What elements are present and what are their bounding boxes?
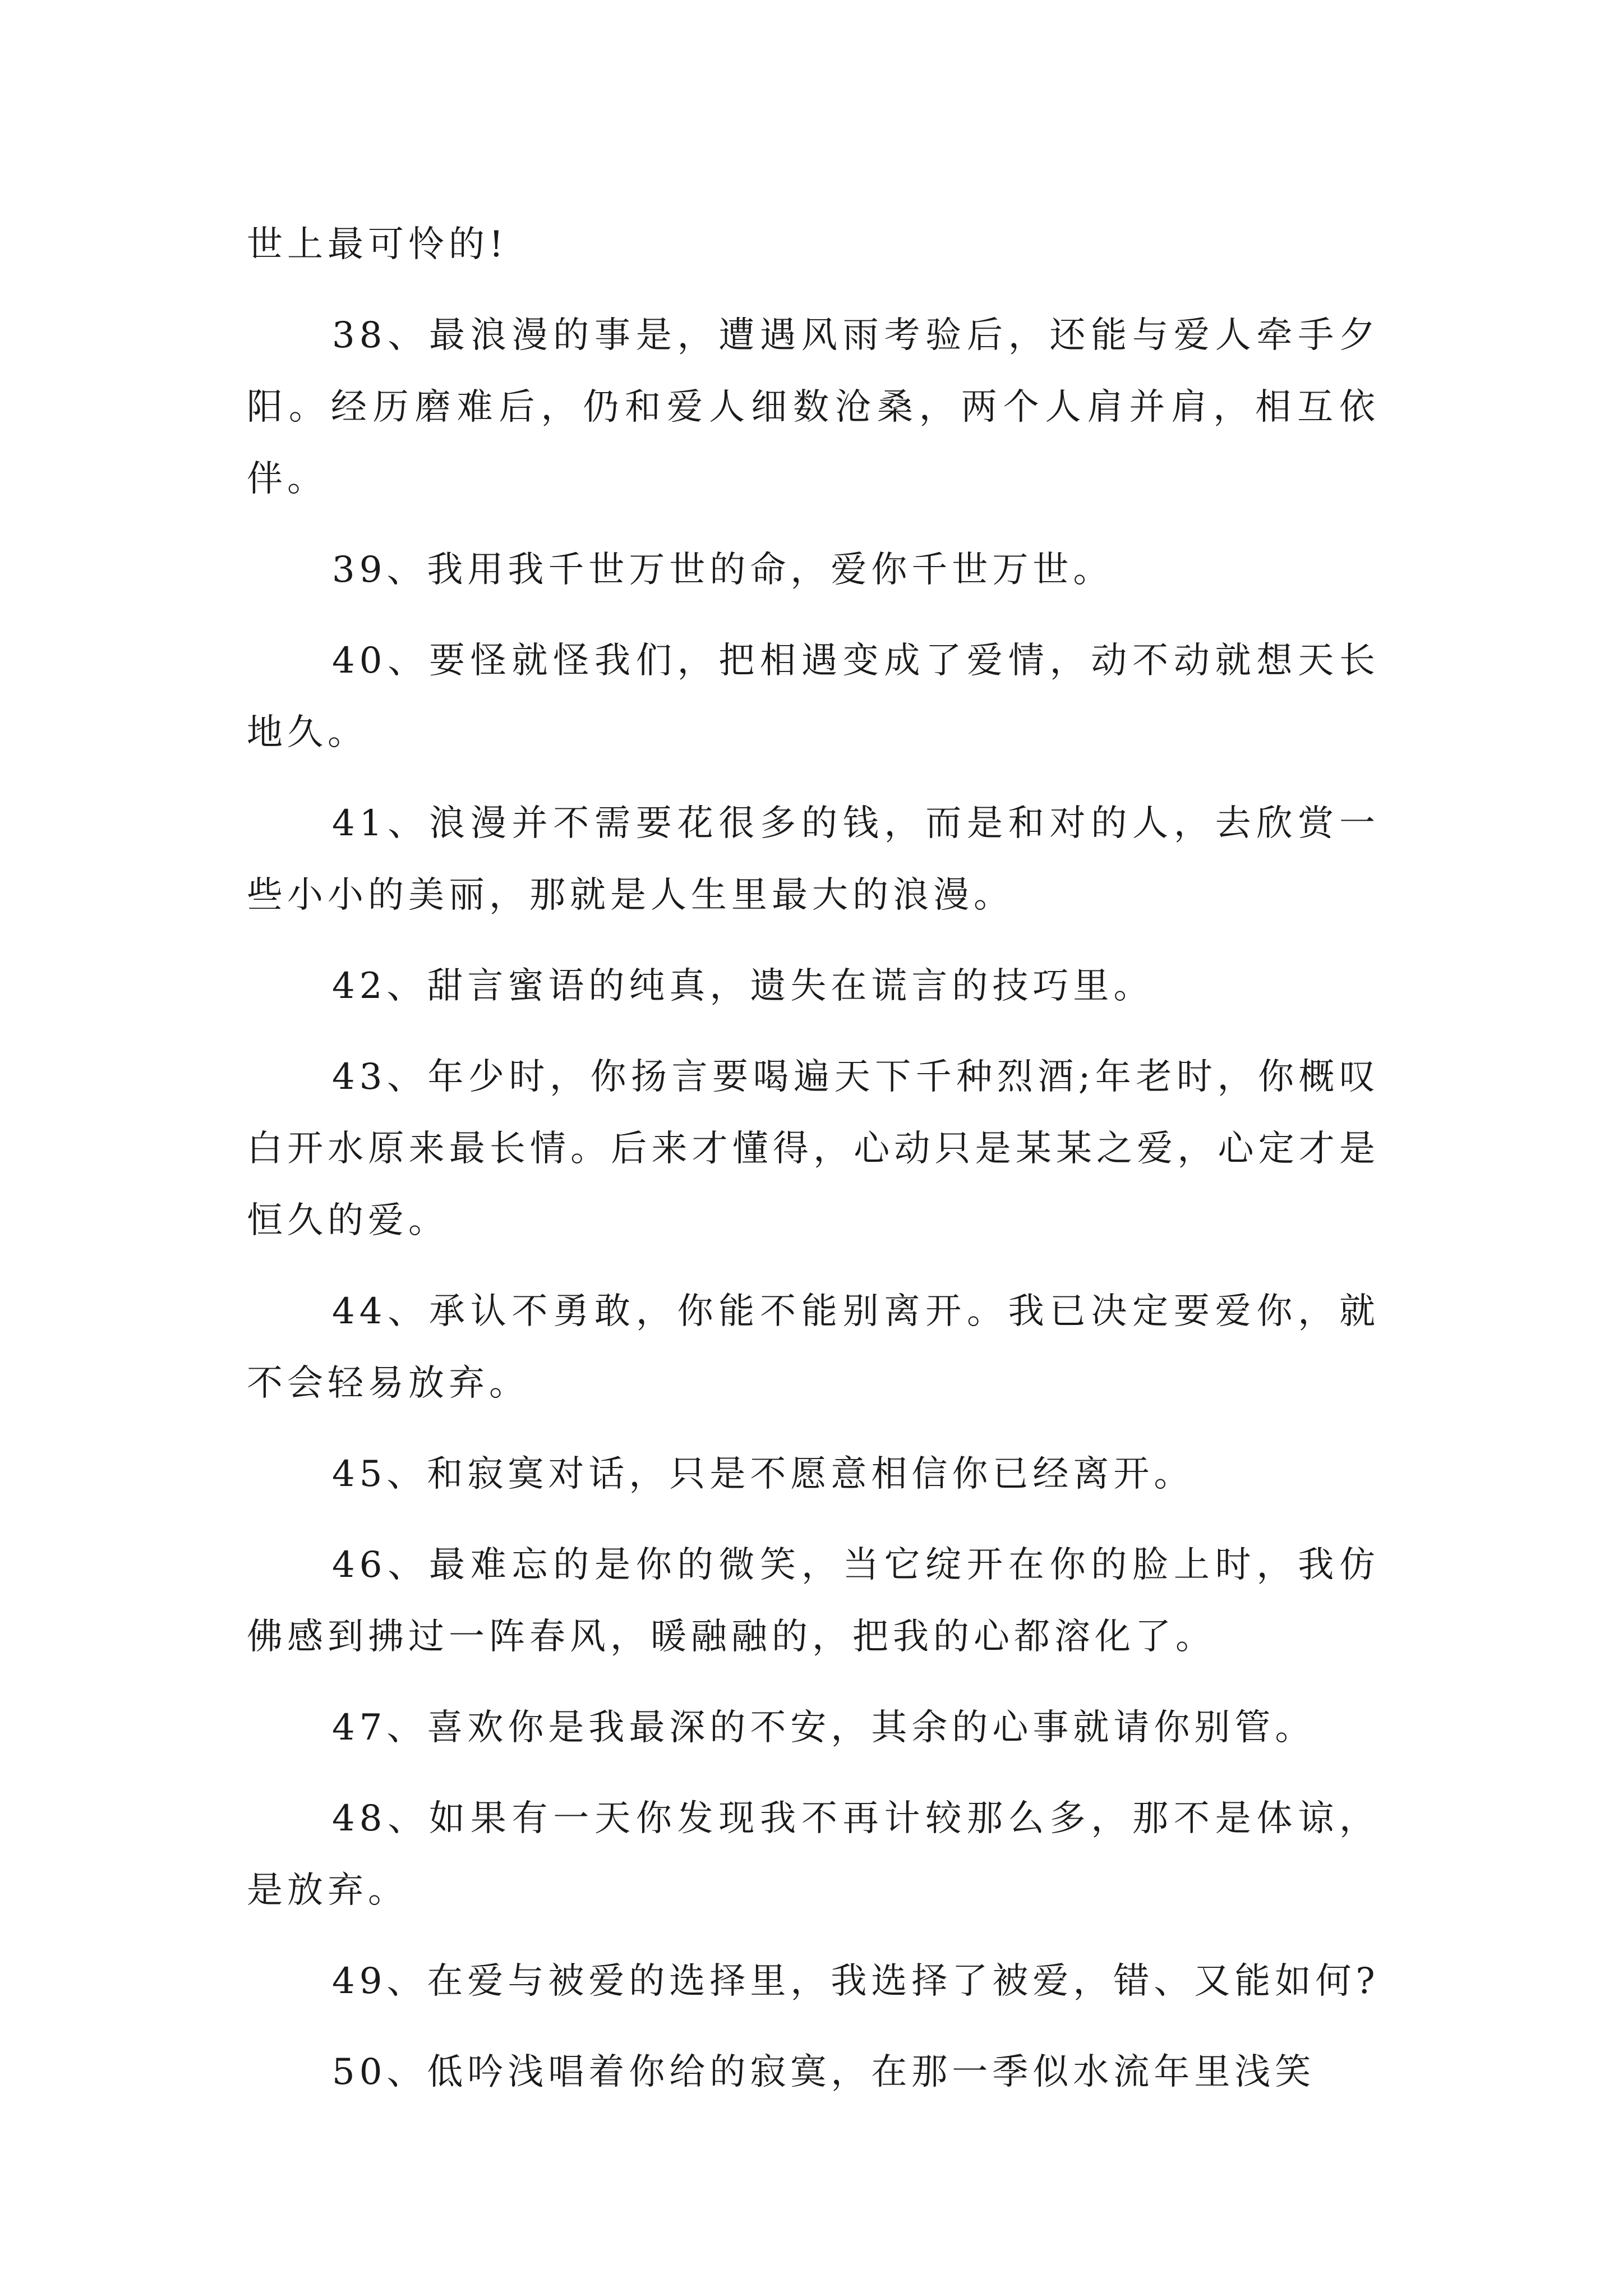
document-body	[247, 209, 1380, 2127]
paragraph-38: 38、最浪漫的事是，遭遇风雨考验后，还能与爱人牵手夕阳。经历磨难后，仍和爱人细数沧桑，两个人肩并肩，相互依伴。	[247, 315, 1380, 500]
paragraph-49: 49、在爱与被爱的选择里，我选择了被爱，错、又能如何?	[332, 1961, 1380, 2002]
paragraph-43: 43、年少时，你扬言要喝遍天下千种烈酒;年老时，你概叹白开水原来最长情。后来才懂得，心动只是某某之爱，心定才是恒久的爱。	[247, 1056, 1380, 1241]
paragraph-45: 45、和寂寞对话，只是不愿意相信你已经离开。	[332, 1453, 1195, 1495]
paragraph-continued: 世上最可怜的!	[247, 224, 508, 265]
paragraph-46: 46、最难忘的是你的微笑，当它绽开在你的脸上时，我仿佛感到拂过一阵春风，暖融融的，把我的心都溶化了。	[247, 1544, 1380, 1658]
paragraph-50: 50、低吟浅唱着你给的寂寞，在那一季似水流年里浅笑	[332, 2051, 1316, 2093]
paragraph-41: 41、浪漫并不需要花很多的钱，而是和对的人，去欣赏一些小小的美丽，那就是人生里最大的浪漫。	[247, 803, 1380, 916]
paragraph-44: 44、承认不勇敢，你能不能别离开。我已决定要爱你，就不会轻易放弃。	[247, 1291, 1380, 1404]
paragraph-42: 42、甜言蜜语的纯真，遗失在谎言的技巧里。	[332, 965, 1154, 1007]
paragraph-39: 39、我用我千世万世的命，爱你千世万世。	[332, 549, 1114, 591]
paragraph-47: 47、喜欢你是我最深的不安，其余的心事就请你别管。	[332, 1707, 1316, 1749]
paragraph-40: 40、要怪就怪我们，把相遇变成了爱情，动不动就想天长地久。	[247, 640, 1380, 753]
paragraph-48: 48、如果有一天你发现我不再计较那么多，那不是体谅，是放弃。	[247, 1798, 1380, 1911]
